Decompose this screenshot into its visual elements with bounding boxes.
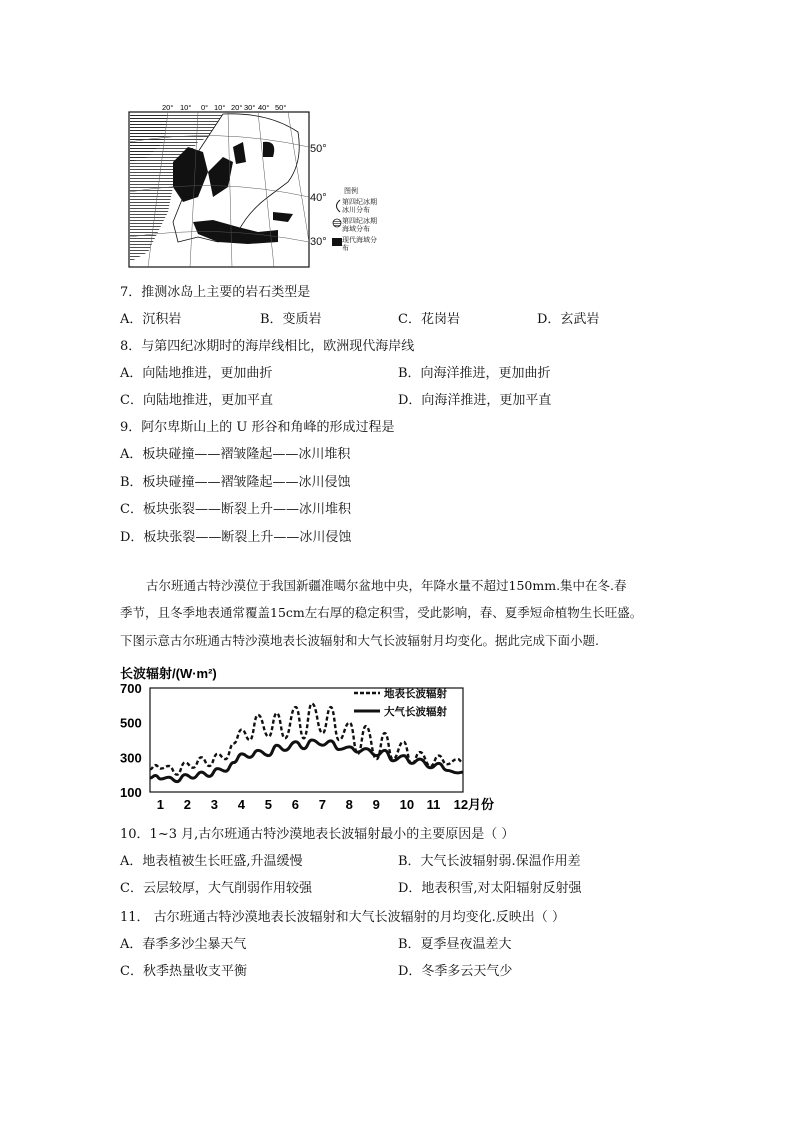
map-legend	[332, 188, 392, 254]
question-11-stem: 11． 古尔班通古特沙漠地表长波辐射和大气长波辐射的月均变化.反映出（ ）	[120, 910, 565, 925]
longwave-radiation-chart	[118, 662, 498, 822]
q7-option-a: A．沉积岩	[120, 312, 182, 327]
lon-label-40e: 40°	[258, 103, 270, 112]
legend-label-surface: 地表长波辐射	[384, 688, 447, 700]
question-8-stem: 8．与第四纪冰期时的海岸线相比，欧洲现代海岸线	[120, 339, 415, 354]
x-tick-label-1: 1	[156, 797, 165, 812]
q9-option-b: B．板块碰撞——褶皱隆起——冰川侵蚀	[120, 475, 351, 490]
q8-option-c: C．向陆地推进，更加平直	[120, 393, 273, 408]
europe-glacier-map	[128, 102, 318, 272]
lat-label-40: 40°	[310, 192, 327, 204]
x-tick-label-3: 3	[210, 797, 218, 812]
lon-label-50e: 50°	[275, 103, 287, 112]
q10-option-a: A．地表植被生长旺盛,升温缓慢	[120, 854, 303, 869]
passage-line-2: 季节，且冬季地表通常覆盖15cm左右厚的稳定积雪，受此影响，春、夏季短命植物生长旺盛。	[120, 605, 643, 620]
q7-option-c: C．花岗岩	[398, 312, 460, 327]
question-7-stem: 7．推测冰岛上主要的岩石类型是	[120, 285, 311, 300]
x-tick-label-11: 11	[426, 797, 441, 812]
legend-item-glacier: 第四纪冰期冰川分布	[332, 199, 392, 216]
q7-option-b: B．变质岩	[260, 312, 322, 327]
x-tick-label-8: 8	[345, 797, 353, 812]
x-tick-label-12: 12月份	[453, 797, 495, 812]
y-tick-label-700: 700	[120, 681, 142, 696]
q11-option-d: D．冬季多云天气少	[398, 964, 513, 979]
q10-option-b: B．大气长波辐射弱.保温作用差	[398, 854, 581, 869]
question-9-stem: 9．阿尔卑斯山上的 U 形谷和角峰的形成过程是	[120, 420, 395, 435]
glacier-arc-icon	[332, 199, 342, 213]
lat-label-30: 30°	[310, 236, 327, 248]
q11-option-b: B．夏季昼夜温差大	[398, 937, 512, 952]
x-tick-label-6: 6	[291, 797, 299, 812]
y-tick-label-500: 500	[120, 715, 142, 731]
x-tick-label-5: 5	[264, 797, 272, 812]
lon-label-0: 0°	[201, 103, 209, 112]
q8-option-b: B．向海洋推进，更加曲折	[398, 366, 551, 381]
q8-option-d: D．向海洋推进，更加平直	[398, 393, 552, 408]
legend-label-atmosphere: 大气长波辐射	[384, 706, 447, 718]
y-tick-label-100: 100	[120, 785, 142, 800]
x-tick-label-2: 2	[183, 797, 192, 812]
lon-label-20w: 20°	[162, 103, 174, 112]
lon-label-10e: 10°	[214, 103, 226, 112]
x-tick-label-4: 4	[237, 797, 245, 812]
lon-label-20e: 20°	[231, 103, 243, 112]
chart-ylabel: 长波辐射/(W·m²)	[120, 666, 217, 681]
lon-label-10w: 10°	[180, 103, 192, 112]
lat-label-50: 50°	[310, 143, 327, 155]
legend-title: 图例	[344, 188, 358, 195]
chart-legend	[354, 687, 447, 718]
question-10-stem: 10．1~3 月,古尔班通古特沙漠地表长波辐射最小的主要原因是（ ）	[120, 827, 515, 842]
legend-item-ice-age-sea: 第四纪冰期海域分布	[332, 218, 392, 235]
q9-option-d: D．板块张裂——断裂上升——冰川侵蚀	[120, 530, 352, 545]
q10-option-c: C．云层较厚，大气削弱作用较强	[120, 881, 312, 896]
q11-option-c: C．秋季热量收支平衡	[120, 964, 247, 979]
q9-option-a: A．板块碰撞——褶皱隆起——冰川堆积	[120, 447, 351, 462]
q7-option-d: D．玄武岩	[537, 312, 600, 327]
q9-option-c: C．板块张裂——断裂上升——冰川堆积	[120, 502, 351, 517]
lon-label-30e: 30°	[244, 103, 256, 112]
q10-option-d: D．地表积雪,对太阳辐射反射强	[398, 881, 582, 896]
passage-line-3: 下图示意古尔班通古特沙漠地表长波辐射和大气长波辐射月均变化。据此完成下面小题.	[120, 633, 599, 648]
black-square-icon	[332, 237, 342, 247]
y-tick-label-300: 300	[120, 750, 142, 766]
legend-item-modern-sea: 现代海域分布	[332, 237, 392, 254]
passage-line-1: 古尔班通古特沙漠位于我国新疆准噶尔盆地中央，年降水量不超过150mm.集中在冬.春	[146, 578, 627, 593]
x-tick-label-10: 10	[399, 797, 415, 812]
hatch-circle-icon	[332, 218, 342, 228]
x-tick-label-9: 9	[372, 797, 380, 812]
x-tick-label-7: 7	[318, 797, 326, 812]
q8-option-a: A．向陆地推进，更加曲折	[120, 366, 273, 381]
q11-option-a: A．春季多沙尘暴天气	[120, 937, 247, 952]
